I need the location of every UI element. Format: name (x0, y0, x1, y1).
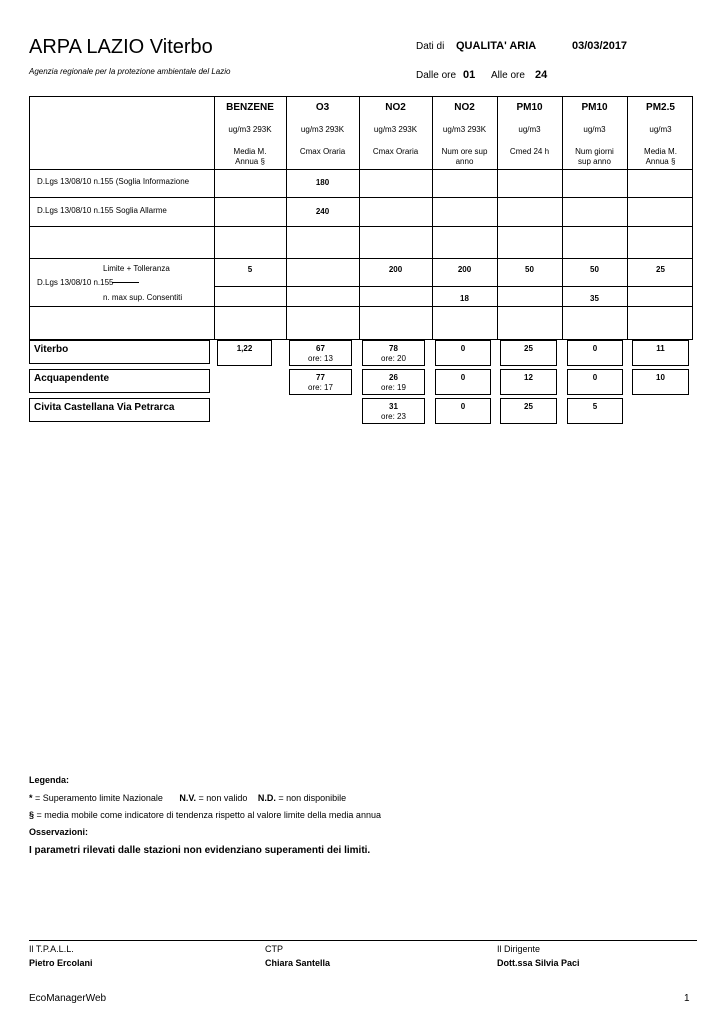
station-value: 10 (632, 369, 689, 395)
dalle-ore-label: Dalle ore (416, 70, 457, 81)
soglia-informazione-o3: 180 (315, 178, 330, 187)
footer-role-3: Il Dirigente (497, 944, 541, 954)
footer-name-1: Pietro Ercolani (29, 958, 93, 968)
station-value: 0 (567, 340, 623, 366)
station-value: 11 (632, 340, 689, 366)
legend-para-text: = media mobile come indicatore di tendenza rispetto al valore limite della media annua (34, 810, 381, 820)
col-desc: Cmed 24 h (509, 147, 550, 156)
legend-star-symbol: * (29, 793, 33, 803)
station-value: 0 (435, 340, 491, 366)
station-value: 26 ore: 19 (362, 369, 425, 395)
dati-di-value: QUALITA' ARIA (456, 40, 537, 52)
limite-value: 25 (656, 265, 665, 274)
col-desc: Annua § (235, 157, 265, 166)
legend-nd-symbol: N.D. (257, 793, 276, 803)
footer-name-3: Dott.ssa Silvia Paci (497, 958, 580, 968)
col-desc: Num giorni (575, 147, 614, 156)
legend-nv-text: = non valido (196, 793, 248, 803)
col-header-benzene: BENZENE (226, 102, 274, 113)
col-desc: anno (455, 157, 474, 166)
col-desc: sup anno (578, 157, 611, 166)
station-value: 25 (500, 398, 557, 424)
nmax-value: 18 (460, 294, 469, 303)
legend-line (29, 810, 381, 820)
legend-star-text: = Superamento limite Nazionale (32, 793, 163, 803)
col-header-pm25: PM2.5 (646, 102, 675, 113)
observations-title: Osservazioni: (29, 827, 89, 837)
station-value: 31 ore: 23 (362, 398, 425, 424)
legend-nd-text: = non disponibile (275, 793, 347, 803)
dalle-ore-value: 01 (463, 69, 476, 81)
station-value: 67 ore: 13 (289, 340, 352, 366)
footer-role-1: Il T.P.A.L.L. (29, 944, 74, 954)
col-unit: ug/m3 293K (300, 125, 345, 134)
station-value: 25 (500, 340, 557, 366)
col-unit: ug/m3 (649, 125, 672, 134)
footer-divider (29, 940, 697, 941)
col-desc: Num ore sup (441, 147, 488, 156)
report-date: 03/03/2017 (572, 40, 628, 52)
station-value: 0 (567, 369, 623, 395)
station-value: 78 ore: 20 (362, 340, 425, 366)
legend-title: Legenda: (29, 775, 70, 785)
col-header-pm10: PM10 (516, 102, 543, 113)
soglia-informazione-label: D.Lgs 13/08/10 n.155 (Soglia Informazione (37, 177, 190, 186)
col-header-no2-hours: NO2 (454, 102, 475, 113)
col-unit: ug/m3 (518, 125, 541, 134)
station-name: Civita Castellana Via Petrarca (29, 398, 210, 422)
footer-name-2: Chiara Santella (265, 958, 331, 968)
limite-value: 200 (457, 265, 472, 274)
alle-ore-label: Alle ore (491, 70, 525, 81)
col-desc: Cmax Oraria (299, 147, 346, 156)
limite-tolleranza-label: Limite + Tolleranza (103, 264, 170, 273)
soglia-allarme-o3: 240 (315, 207, 330, 216)
observations-text: I parametri rilevati dalle stazioni non evidenziano superamenti dei limiti. (29, 845, 371, 856)
col-unit: ug/m3 293K (442, 125, 487, 134)
legend-nv-symbol: N.V. (179, 793, 197, 803)
col-desc: Media M. (233, 147, 267, 156)
limite-value: 200 (388, 265, 403, 274)
station-value: 0 (435, 369, 491, 395)
legend-para-symbol: § (29, 810, 35, 820)
station-name: Viterbo (29, 340, 210, 364)
dati-di-label: Dati di (416, 41, 445, 52)
page-subtitle: Agenzia regionale per la protezione ambientale del Lazio (29, 67, 231, 76)
station-value: 77 ore: 17 (289, 369, 352, 395)
col-header-o3: O3 (315, 102, 330, 113)
footer-role-2: CTP (265, 944, 283, 954)
limite-value: 50 (525, 265, 534, 274)
station-value: 5 (567, 398, 623, 424)
limits-table (29, 96, 693, 340)
col-desc: Annua § (645, 157, 676, 166)
page-number: 1 (684, 993, 690, 1004)
col-unit: ug/m3 293K (228, 125, 272, 134)
col-desc: Cmax Oraria (372, 147, 419, 156)
nmax-label: n. max sup. Consentiti (103, 293, 183, 302)
limite-value: 50 (590, 265, 599, 274)
nmax-value: 35 (590, 294, 599, 303)
page-title: ARPA LAZIO Viterbo (29, 36, 213, 58)
soglia-allarme-label: D.Lgs 13/08/10 n.155 Soglia Allarme (37, 206, 167, 215)
col-desc: Media M. (644, 147, 677, 156)
station-value: 12 (500, 369, 557, 395)
dlgs-label: D.Lgs 13/08/10 n.155 (37, 278, 114, 287)
col-header-no2: NO2 (385, 102, 406, 113)
station-value: 0 (435, 398, 491, 424)
limite-value: 5 (247, 265, 253, 274)
col-unit: ug/m3 293K (373, 125, 418, 134)
station-name: Acquapendente (29, 369, 210, 393)
col-header-pm10-days: PM10 (581, 102, 608, 113)
alle-ore-value: 24 (535, 69, 548, 81)
station-value: 1,22 (217, 340, 272, 366)
app-name: EcoManagerWeb (29, 993, 107, 1004)
col-unit: ug/m3 (583, 125, 606, 134)
legend-line (29, 793, 346, 803)
